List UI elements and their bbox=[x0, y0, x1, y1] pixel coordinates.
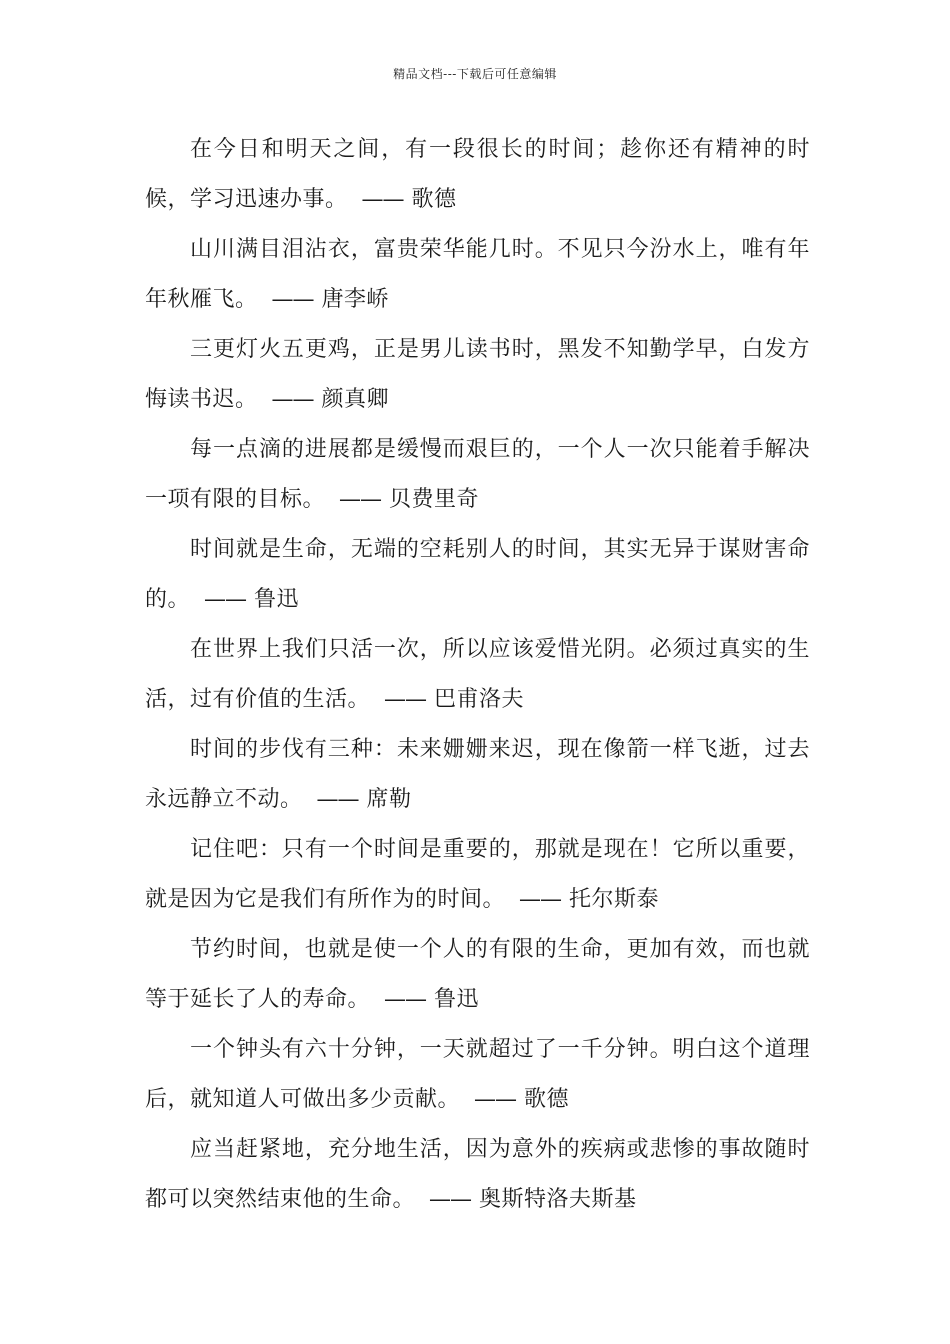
quote-paragraph bbox=[145, 125, 810, 225]
quote-dash: —— bbox=[339, 487, 382, 512]
quote-text: 山川满目泪沾衣，富贵荣华能几时。不见只今汾水上，唯有年年秋雁飞。 bbox=[145, 237, 810, 312]
quote-author: 托尔斯泰 bbox=[569, 887, 660, 912]
quote-author: 奥斯特洛夫斯基 bbox=[479, 1187, 637, 1212]
quote-paragraph bbox=[145, 1125, 810, 1225]
quote-text: 每一点滴的进展都是缓慢而艰巨的，一个人一次只能着手解决一项有限的目标。 bbox=[145, 437, 810, 512]
quote-list bbox=[145, 125, 810, 1225]
quote-paragraph bbox=[145, 825, 810, 925]
quote-text: 记住吧：只有一个时间是重要的，那就是现在！它所以重要，就是因为它是我们有所作为的时间。 bbox=[145, 837, 810, 912]
quote-dash: —— bbox=[204, 587, 247, 612]
quote-text: 时间就是生命，无端的空耗别人的时间，其实无异于谋财害命的。 bbox=[145, 537, 810, 612]
quote-author: 巴甫洛夫 bbox=[434, 687, 525, 712]
quote-paragraph bbox=[145, 225, 810, 325]
quote-paragraph bbox=[145, 425, 810, 525]
quote-paragraph bbox=[145, 525, 810, 625]
quote-author: 贝费里奇 bbox=[389, 487, 480, 512]
quote-text: 三更灯火五更鸡，正是男儿读书时，黑发不知勤学早，白发方悔读书迟。 bbox=[145, 337, 810, 412]
quote-dash: —— bbox=[429, 1187, 472, 1212]
quote-dash: —— bbox=[384, 987, 427, 1012]
quote-author: 鲁迅 bbox=[434, 987, 480, 1012]
quote-text: 应当赶紧地，充分地生活，因为意外的疾病或悲惨的事故随时都可以突然结束他的生命。 bbox=[145, 1137, 810, 1212]
quote-dash: —— bbox=[271, 387, 314, 412]
quote-author: 歌德 bbox=[524, 1087, 570, 1112]
quote-dash: —— bbox=[271, 287, 314, 312]
quote-paragraph bbox=[145, 725, 810, 825]
quote-paragraph bbox=[145, 325, 810, 425]
quote-paragraph bbox=[145, 925, 810, 1025]
page-header: 精品文档---下载后可任意编辑 bbox=[393, 67, 557, 81]
quote-dash: —— bbox=[384, 687, 427, 712]
quote-dash: —— bbox=[361, 187, 404, 212]
quote-author: 颜真卿 bbox=[321, 387, 390, 412]
quote-author: 席勒 bbox=[366, 787, 412, 812]
quote-dash: —— bbox=[474, 1087, 517, 1112]
quote-author: 鲁迅 bbox=[254, 587, 300, 612]
quote-text: 在世界上我们只活一次，所以应该爱惜光阴。必须过真实的生活，过有价值的生活。 bbox=[145, 637, 810, 712]
quote-dash: —— bbox=[316, 787, 359, 812]
quote-text: 在今日和明天之间，有一段很长的时间；趁你还有精神的时候，学习迅速办事。 bbox=[145, 137, 810, 212]
quote-text: 时间的步伐有三种：未来姗姗来迟，现在像箭一样飞逝，过去永远静立不动。 bbox=[145, 737, 810, 812]
quote-paragraph bbox=[145, 625, 810, 725]
quote-dash: —— bbox=[519, 887, 562, 912]
quote-text: 一个钟头有六十分钟，一天就超过了一千分钟。明白这个道理后，就知道人可做出多少贡献。 bbox=[145, 1037, 810, 1112]
quote-author: 唐李峤 bbox=[321, 287, 390, 312]
quote-text: 节约时间，也就是使一个人的有限的生命，更加有效，而也就等于延长了人的寿命。 bbox=[145, 937, 810, 1012]
quote-paragraph bbox=[145, 1025, 810, 1125]
quote-author: 歌德 bbox=[411, 187, 457, 212]
